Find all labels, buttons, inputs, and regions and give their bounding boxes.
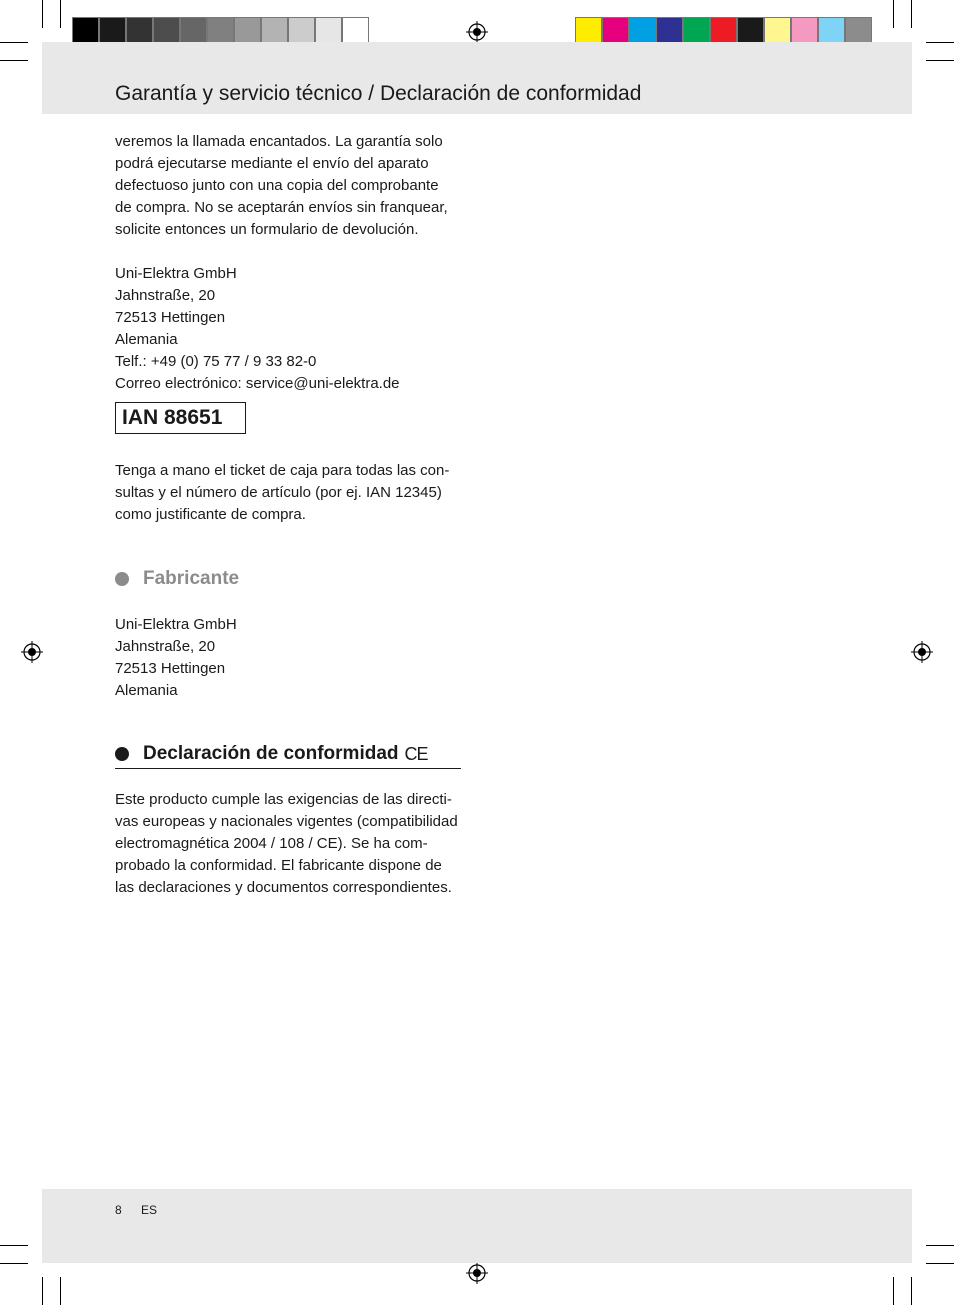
text-line: Tenga a mano el ticket de caja para todas las con- <box>115 462 450 479</box>
street: Jahnstraße, 20 <box>115 638 216 655</box>
manufacturer-heading <box>115 568 239 590</box>
text-line: Este producto cumple las exigencias de las directi- <box>115 791 452 808</box>
color-swatch <box>261 17 288 44</box>
grayscale-color-bar <box>72 17 369 45</box>
crop-mark <box>893 1277 894 1305</box>
crop-mark <box>911 1277 912 1305</box>
heading-text: Fabricante <box>143 568 240 589</box>
page-title: Garantía y servicio técnico / Declaración de conformidad <box>115 82 642 105</box>
color-swatch <box>207 17 234 44</box>
crop-mark <box>926 60 954 61</box>
text-line: las declaraciones y documentos correspondientes. <box>115 879 452 896</box>
text-line: de compra. No se aceptarán envíos sin franquear, <box>115 199 448 216</box>
crop-mark <box>60 0 61 28</box>
color-swatch <box>845 17 872 44</box>
registration-mark-icon <box>466 1262 488 1284</box>
text-line: vas europeas y nacionales vigentes (compatibilidad <box>115 813 458 830</box>
color-swatch <box>602 17 629 44</box>
text-line: veremos la llamada encantados. La garantía solo <box>115 133 443 150</box>
crop-mark <box>911 0 912 28</box>
registration-mark-icon <box>911 641 933 663</box>
color-swatch <box>99 17 126 44</box>
company-name: Uni-Elektra GmbH <box>115 616 237 633</box>
color-swatch <box>818 17 845 44</box>
crop-mark <box>0 42 28 43</box>
color-swatch <box>575 17 602 44</box>
ian-number-box: IAN 88651 <box>115 402 246 434</box>
crop-mark <box>926 1263 954 1264</box>
registration-mark-icon <box>466 21 488 43</box>
crop-mark <box>42 0 43 28</box>
color-swatch <box>153 17 180 44</box>
color-swatch <box>737 17 764 44</box>
warranty-paragraph <box>115 131 475 241</box>
color-swatch <box>629 17 656 44</box>
crop-mark <box>60 1277 61 1305</box>
color-swatch <box>288 17 315 44</box>
text-line: probado la conformidad. El fabricante dispone de <box>115 857 442 874</box>
bullet-icon <box>115 572 129 586</box>
registration-mark-icon <box>21 641 43 663</box>
phone: Telf.: +49 (0) 75 77 / 9 33 82-0 <box>115 353 317 370</box>
conformity-heading <box>115 743 428 765</box>
city: 72513 Hettingen <box>115 309 226 326</box>
crop-mark <box>0 1263 28 1264</box>
color-swatch <box>315 17 342 44</box>
crop-mark <box>893 0 894 28</box>
country: Alemania <box>115 682 178 699</box>
color-swatch <box>656 17 683 44</box>
street: Jahnstraße, 20 <box>115 287 216 304</box>
country: Alemania <box>115 331 178 348</box>
text-line: podrá ejecutarse mediante el envío del aparato <box>115 155 429 172</box>
email: Correo electrónico: service@uni-elektra.de <box>115 375 400 392</box>
page-number: 8 <box>115 1203 122 1217</box>
conformity-paragraph <box>115 789 475 899</box>
service-address <box>115 263 475 395</box>
text-line: defectuoso junto con una copia del comprobante <box>115 177 439 194</box>
company-name: Uni-Elektra GmbH <box>115 265 237 282</box>
crop-mark <box>0 60 28 61</box>
text-line: sultas y el número de artículo (por ej. IAN 12345) <box>115 484 442 501</box>
text-line: electromagnética 2004 / 108 / CE). Se ha com- <box>115 835 428 852</box>
crop-mark <box>42 1277 43 1305</box>
language-code: ES <box>141 1203 158 1217</box>
color-swatch <box>710 17 737 44</box>
color-swatch <box>342 17 369 44</box>
crop-mark <box>0 1245 28 1246</box>
city: 72513 Hettingen <box>115 660 226 677</box>
color-swatch <box>234 17 261 44</box>
crop-mark <box>926 42 954 43</box>
crop-mark <box>926 1245 954 1246</box>
ce-mark-icon: CE <box>404 743 428 764</box>
footer-band <box>42 1189 912 1263</box>
receipt-note <box>115 460 475 526</box>
color-swatch <box>764 17 791 44</box>
color-swatch <box>791 17 818 44</box>
color-swatch <box>180 17 207 44</box>
bullet-icon <box>115 747 129 761</box>
heading-underline <box>115 768 461 769</box>
color-swatch <box>72 17 99 44</box>
manufacturer-address <box>115 614 475 702</box>
heading-text: Declaración de conformidad <box>143 743 399 764</box>
text-line: como justificante de compra. <box>115 506 306 523</box>
color-swatch <box>126 17 153 44</box>
text-line: solicite entonces un formulario de devolución. <box>115 221 419 238</box>
color-swatch <box>683 17 710 44</box>
process-color-bar <box>575 17 872 45</box>
